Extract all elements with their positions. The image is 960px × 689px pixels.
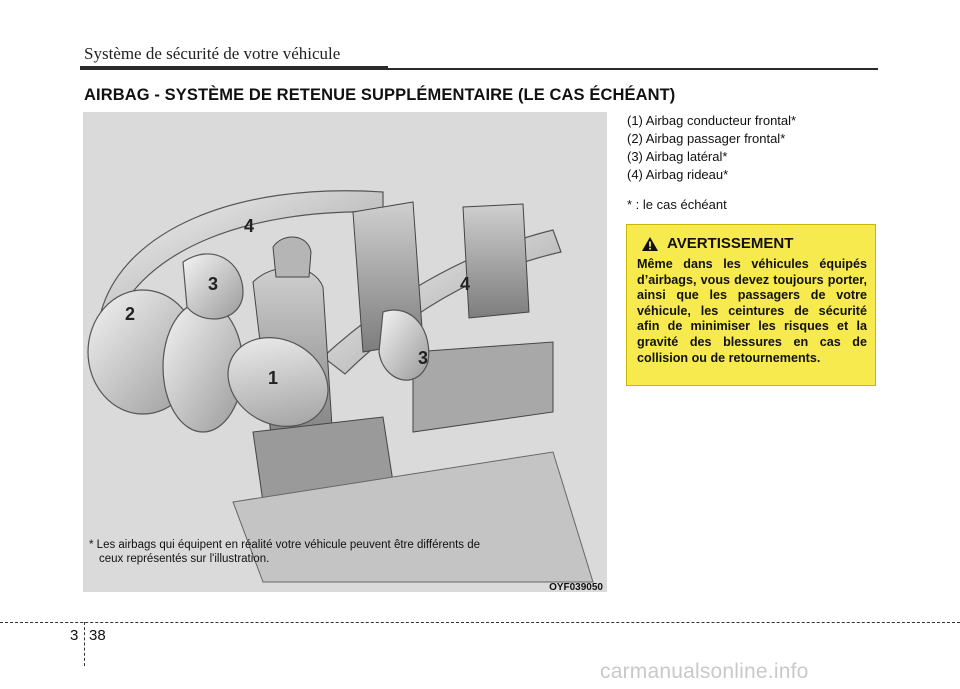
legend-item-1: (1) Airbag conducteur frontal* — [627, 113, 797, 128]
airbag-illustration — [83, 112, 607, 592]
legend-item-4: (4) Airbag rideau* — [627, 167, 729, 182]
warning-box — [626, 224, 876, 386]
section-title: AIRBAG - SYSTÈME DE RETENUE SUPPLÉMENTAIRE (LE CAS ÉCHÉANT) — [84, 86, 676, 104]
airbag-legend — [627, 112, 796, 214]
warning-body: Même dans les véhicules équipés d’airbags, vous devez toujours porter, ainsi que les passagers de votre véhicule, les ceintures de sécurité afin de minimiser les risques et la gravité des blessures en cas de collision ou de retournements. — [637, 257, 867, 365]
header-rule-thick — [80, 66, 388, 70]
callout-3-rear: 3 — [418, 348, 429, 368]
illustration-footnote — [89, 538, 549, 566]
warning-title: AVERTISSEMENT — [667, 235, 794, 252]
header-rule-thin — [388, 68, 878, 70]
chapter-number: 3 — [70, 627, 79, 644]
site-watermark: carmanualsonline.info — [600, 660, 809, 683]
footnote-line-2: ceux représentés sur l'illustration. — [99, 553, 270, 565]
legend-item-2: (2) Airbag passager frontal* — [627, 131, 786, 146]
page-number: 38 — [89, 627, 106, 644]
legend-item-3: (3) Airbag latéral* — [627, 149, 728, 164]
headrest — [273, 237, 311, 277]
callout-4-left: 4 — [244, 216, 255, 236]
footer-dashed-rule — [0, 622, 960, 623]
car-interior-drawing — [83, 112, 607, 592]
running-header-title: Système de sécurité de votre véhicule — [84, 44, 341, 63]
footnote-line-1: * Les airbags qui équipent en réalité votre véhicule peuvent être différents de — [89, 539, 481, 551]
callout-1: 1 — [268, 368, 279, 388]
rear-seat-cushion — [413, 342, 553, 432]
rear-seat-back-right — [463, 204, 529, 318]
warning-heading — [641, 235, 793, 252]
callout-3-front: 3 — [208, 274, 219, 294]
legend-note: * : le cas échéant — [627, 197, 727, 212]
callout-2: 2 — [125, 304, 136, 324]
warning-triangle-icon — [641, 236, 659, 252]
image-code: OYF039050 — [549, 582, 603, 593]
callout-4-right: 4 — [460, 274, 471, 294]
footer-dashed-divider — [84, 622, 85, 666]
